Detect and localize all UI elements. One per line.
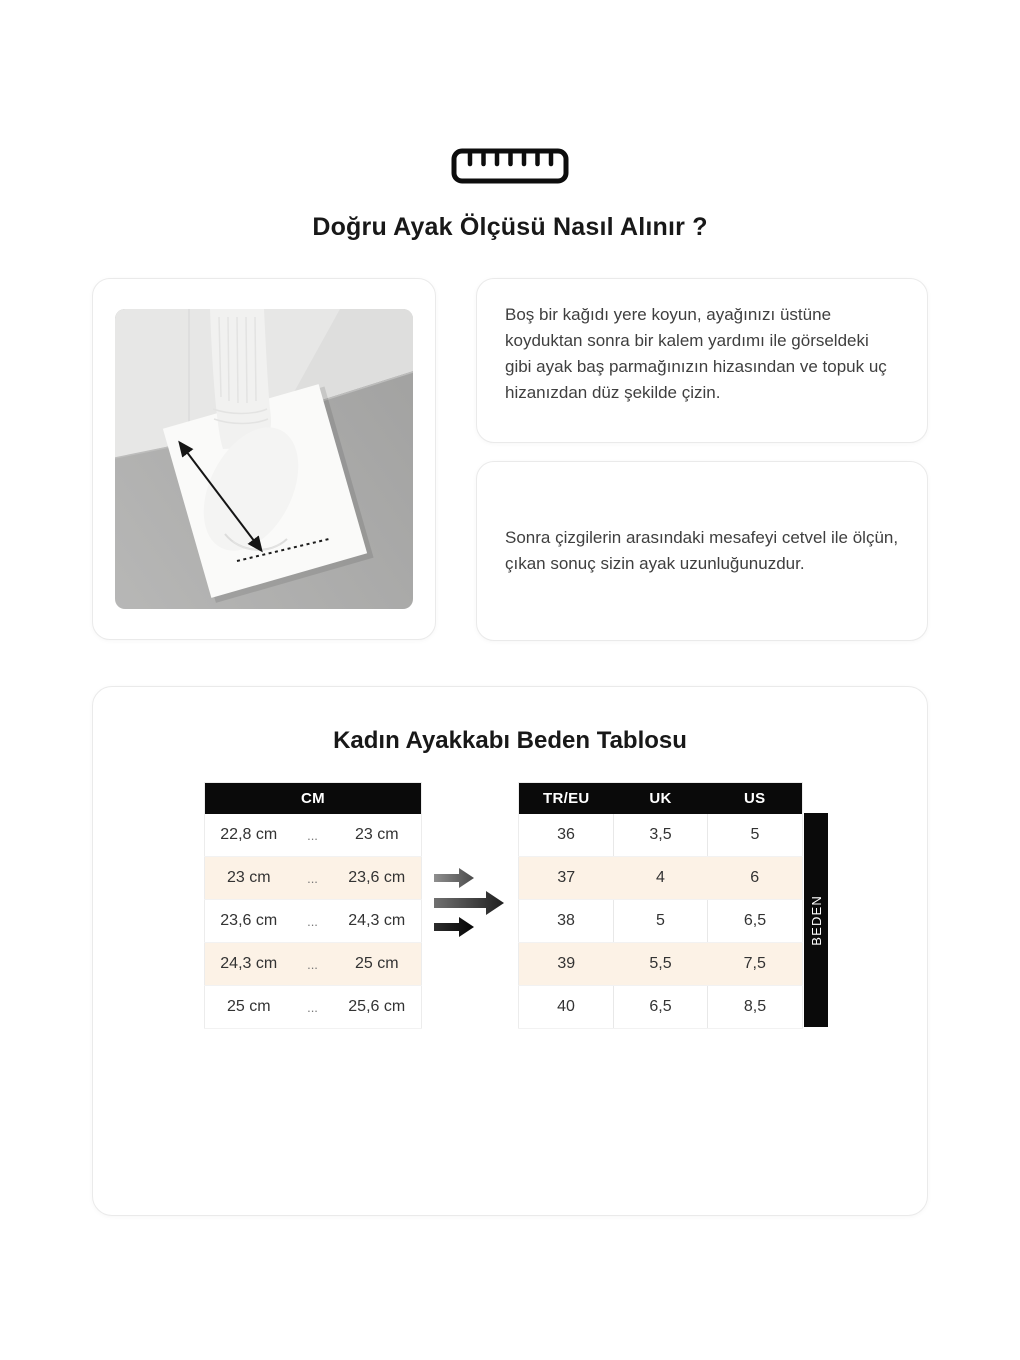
instruction-steps: [476, 278, 928, 641]
size-table-header-uk: UK: [614, 783, 708, 815]
instruction-step-1: [476, 278, 928, 443]
cm-min: 25 cm: [205, 986, 293, 1029]
cm-min: 22,8 cm: [205, 814, 293, 857]
size-table: [518, 782, 803, 1029]
cm-max: 25,6 cm: [333, 986, 422, 1029]
table-row: [519, 857, 803, 900]
size-us: 6,5: [708, 900, 803, 943]
size-uk: 3,5: [614, 814, 708, 857]
size-treu: 40: [519, 986, 614, 1029]
cm-max: 23,6 cm: [333, 857, 422, 900]
measure-guide-section: [92, 278, 928, 641]
cm-max: 24,3 cm: [333, 900, 422, 943]
size-uk: 5,5: [614, 943, 708, 986]
instruction-step-2: [476, 461, 928, 641]
cm-min: 23,6 cm: [205, 900, 293, 943]
range-separator: ...: [293, 986, 333, 1029]
size-treu: 37: [519, 857, 614, 900]
size-us: 6: [708, 857, 803, 900]
foot-photo-card: [92, 278, 436, 640]
table-row: [205, 857, 422, 900]
size-uk: 4: [614, 857, 708, 900]
size-treu: 38: [519, 900, 614, 943]
size-table-header-us: US: [708, 783, 803, 815]
page-title: Doğru Ayak Ölçüsü Nasıl Alınır ?: [312, 213, 708, 241]
ruler-icon: [451, 148, 569, 184]
cm-max: 25 cm: [333, 943, 422, 986]
beden-side-label: [804, 813, 828, 1027]
range-separator: ...: [293, 857, 333, 900]
range-separator: ...: [293, 943, 333, 986]
table-row: [519, 814, 803, 857]
size-treu: 36: [519, 814, 614, 857]
instruction-step-1-text: Boş bir kağıdı yere koyun, ayağınızı üstüne koyduktan sonra bir kalem yardımı ile görseldeki gibi ayak baş parmağınızın hizasından ve topuk uç hizanızdan düz şekilde çizin.: [505, 305, 887, 402]
size-chart-card: [92, 686, 928, 1216]
cm-min: 23 cm: [205, 857, 293, 900]
table-row: [205, 986, 422, 1029]
range-separator: ...: [293, 900, 333, 943]
cm-min: 24,3 cm: [205, 943, 293, 986]
size-chart-title: Kadın Ayakkabı Beden Tablosu: [333, 727, 687, 754]
table-row: [519, 943, 803, 986]
foot-measurement-photo: [115, 309, 413, 609]
page-header: [0, 0, 1020, 242]
cm-max: 23 cm: [333, 814, 422, 857]
cm-table-header: CM: [205, 783, 422, 815]
table-row: [205, 814, 422, 857]
instruction-step-2-text: Sonra çizgilerin arasındaki mesafeyi cetvel ile ölçün, çıkan sonuç sizin ayak uzunluğunuzdur.: [505, 528, 899, 573]
table-row: [519, 900, 803, 943]
size-uk: 5: [614, 900, 708, 943]
size-us: 5: [708, 814, 803, 857]
size-us: 8,5: [708, 986, 803, 1029]
cm-table: [204, 782, 422, 1029]
size-us: 7,5: [708, 943, 803, 986]
beden-label-text: BEDEN: [808, 894, 824, 946]
size-treu: 39: [519, 943, 614, 986]
size-table-header-treu: TR/EU: [519, 783, 614, 815]
table-row: [205, 900, 422, 943]
range-separator: ...: [293, 814, 333, 857]
transfer-arrows-icon: [434, 866, 504, 938]
table-row: [519, 986, 803, 1029]
table-row: [205, 943, 422, 986]
size-tables: [93, 782, 927, 1152]
size-uk: 6,5: [614, 986, 708, 1029]
